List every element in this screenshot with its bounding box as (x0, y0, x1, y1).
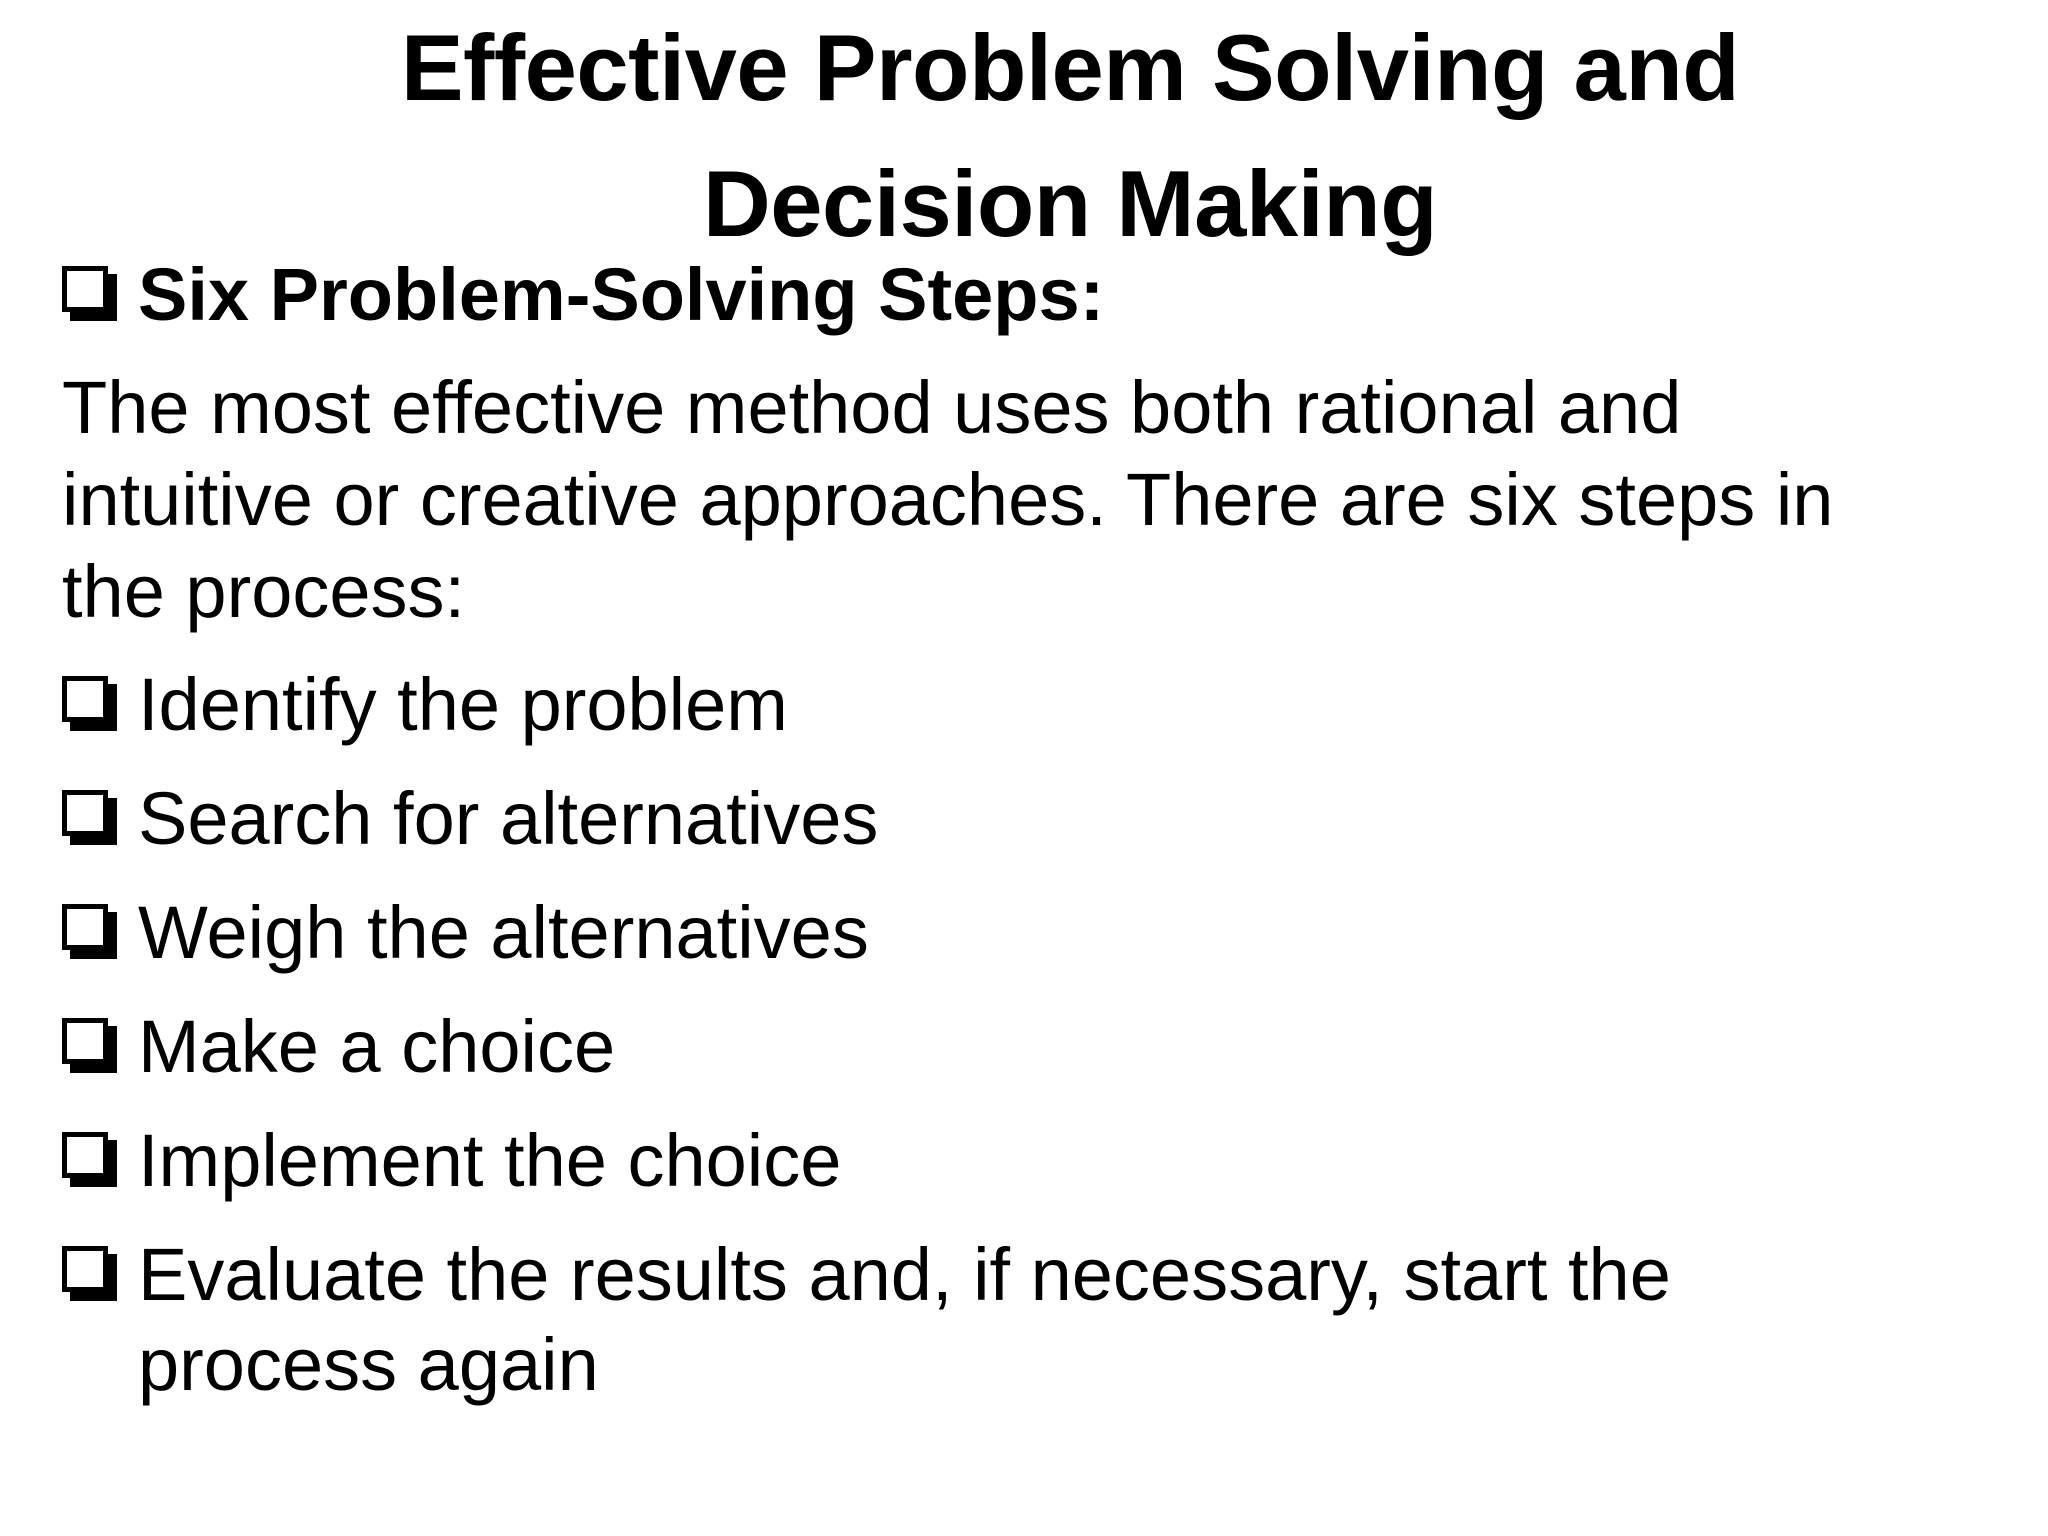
step-label-continuation: process again (138, 1323, 599, 1406)
step-label: Make a choice (138, 1005, 616, 1088)
paragraph-line: the process: (62, 550, 466, 633)
step-label: Identify the problem (138, 663, 788, 746)
step-item-search (62, 774, 878, 864)
step-item-evaluate (62, 1230, 1671, 1410)
checkbox-icon (62, 790, 120, 848)
step-label: Evaluate the results and, if necessary, start the (138, 1233, 1671, 1316)
paragraph-line: intuitive or creative approaches. There are six steps in (62, 458, 1834, 541)
title-line-2: Decision Making (702, 151, 1438, 256)
title-line-1: Effective Problem Solving and (400, 15, 1740, 120)
checkbox-icon (62, 1018, 120, 1076)
checkbox-icon (62, 904, 120, 962)
paragraph-line: The most effective method uses both rational and (62, 366, 1682, 449)
step-item-identify (62, 660, 788, 750)
section-heading: Six Problem-Solving Steps: (138, 253, 1105, 336)
heading-bullet (62, 250, 1104, 340)
checkbox-icon (62, 676, 120, 734)
intro-paragraph (62, 362, 2002, 638)
slide-title (330, 0, 1810, 272)
step-label: Search for alternatives (138, 777, 879, 860)
checkbox-icon (62, 1132, 120, 1190)
checkbox-icon (62, 1246, 120, 1304)
step-item-implement (62, 1116, 841, 1206)
checkbox-icon (62, 266, 120, 324)
step-item-choose (62, 1002, 615, 1092)
step-item-weigh (62, 888, 869, 978)
step-label: Weigh the alternatives (138, 891, 869, 974)
step-label: Implement the choice (138, 1119, 842, 1202)
